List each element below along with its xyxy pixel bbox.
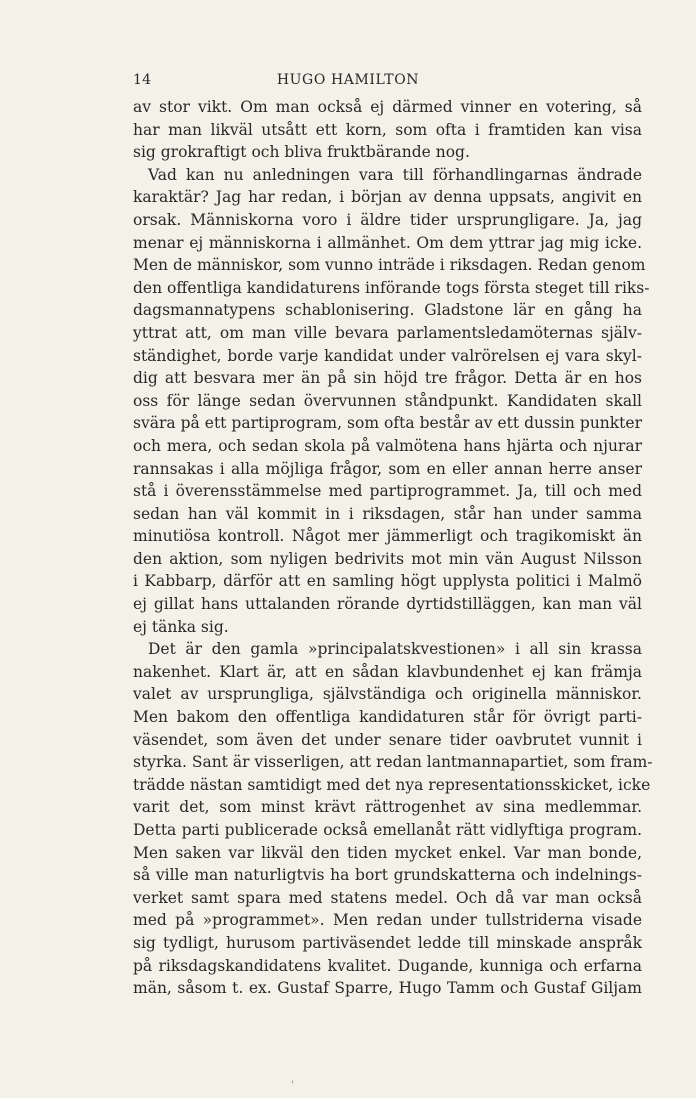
text-line: Det är den gamla »principalatskvestionen» i all sin krassa — [148, 640, 642, 659]
text-line: Detta parti publicerade också emellanåt rätt vidlyftiga program. — [133, 821, 642, 839]
text-line: så ville man naturligtvis ha bort grundskatterna och indelnings- — [133, 866, 642, 885]
text-line: orsak. Människorna voro i äldre tider ursprungligare. Ja, jag — [133, 210, 642, 229]
text-line: Men saken var likväl den tiden mycket enkel. Var man bonde, — [133, 843, 642, 862]
text-line: Men bakom den offentliga kandidaturen står för övrigt parti- — [133, 708, 642, 727]
text-line: valet av ursprungliga, självständiga och originella människor. — [133, 685, 642, 704]
text-line: varit det, som minst krävt rättrogenhet av sina medlemmar. — [133, 798, 642, 817]
body-text — [133, 96, 653, 1000]
text-line: ständighet, borde varje kandidat under valrörelsen ej vara skyl- — [133, 346, 642, 365]
text-line: verket samt spara med statens medel. Och då var man också — [133, 888, 642, 907]
text-line: Men de människor, som vunno inträde i riksdagen. Redan genom — [133, 256, 646, 275]
text-line: och mera, och sedan skola på valmötena hans hjärta och njurar — [133, 436, 642, 455]
text-line: trädde nästan samtidigt med det nya representationsskicket, icke — [133, 775, 651, 794]
text-line: sig grokraftigt och bliva fruktbärande nog. — [133, 143, 470, 162]
text-line: nakenhet. Klart är, att en sådan klavbundenhet ej kan främja — [133, 662, 642, 681]
text-line: den offentliga kandidaturens införande togs första steget till riks- — [133, 278, 650, 297]
text-line: stå i överensstämmelse med partiprogrammet. Ja, till och med — [133, 482, 642, 501]
text-line: dig att besvara mer än på sin höjd tre frågor. Detta är en hos — [133, 369, 642, 388]
text-line: av stor vikt. Om man också ej därmed vinner en votering, så — [133, 98, 642, 116]
text-line: dagsmannatypens schablonisering. Gladstone lär en gång ha — [133, 301, 642, 320]
text-line: män, såsom t. ex. Gustaf Sparre, Hugo Tamm och Gustaf Giljam — [133, 979, 642, 998]
footer-mark: ' — [291, 1080, 294, 1091]
text-line: väsendet, som även det under senare tider oavbrutet vunnit i — [133, 730, 642, 749]
text-line: i Kabbarp, därför att en samling högt upplysta politici i Malmö — [133, 572, 642, 591]
text-line: oss för länge sedan övervunnen ståndpunkt. Kandidaten skall — [133, 391, 642, 410]
text-line: yttrat att, om man ville bevara parlamentsledamöternas själv- — [133, 323, 642, 342]
text-line: ej tänka sig. — [133, 617, 229, 636]
text-line: menar ej människorna i allmänhet. Om dem yttrar jag mig icke. — [133, 233, 642, 252]
text-line: svära på ett partiprogram, som ofta består av ett dussin punkter — [133, 414, 642, 433]
page-number: 14 — [133, 72, 152, 88]
text-line: sedan han väl kommit in i riksdagen, står han under samma — [133, 504, 642, 523]
running-head: HUGO HAMILTON — [276, 72, 420, 88]
text-line: Vad kan nu anledningen vara till förhandlingarnas ändrade — [148, 165, 642, 184]
text-line: styrka. Sant är visserligen, att redan lantmannapartiet, som fram- — [133, 753, 653, 772]
text-line: sig tydligt, hurusom partiväsendet ledde till minskade anspråk — [133, 933, 642, 952]
text-line: minutiösa kontroll. Något mer jämmerligt och tragikomiskt än — [133, 527, 642, 546]
text-line: ej gillat hans uttalanden rörande dyrtidstilläggen, kan man väl — [133, 595, 642, 614]
text-line: har man likväl utsått ett korn, som ofta i framtiden kan visa — [133, 120, 642, 139]
text-line: med på »programmet». Men redan under tullstriderna visade — [133, 911, 642, 930]
text-line: den aktion, som nyligen bedrivits mot min vän August Nilsson — [133, 549, 642, 568]
text-line: karaktär? Jag har redan, i början av denna uppsats, angivit en — [133, 188, 642, 207]
text-line: rannsakas i alla möjliga frågor, som en eller annan herre anser — [133, 459, 642, 478]
text-line: på riksdagskandidatens kvalitet. Dugande, kunniga och erfarna — [133, 956, 642, 975]
